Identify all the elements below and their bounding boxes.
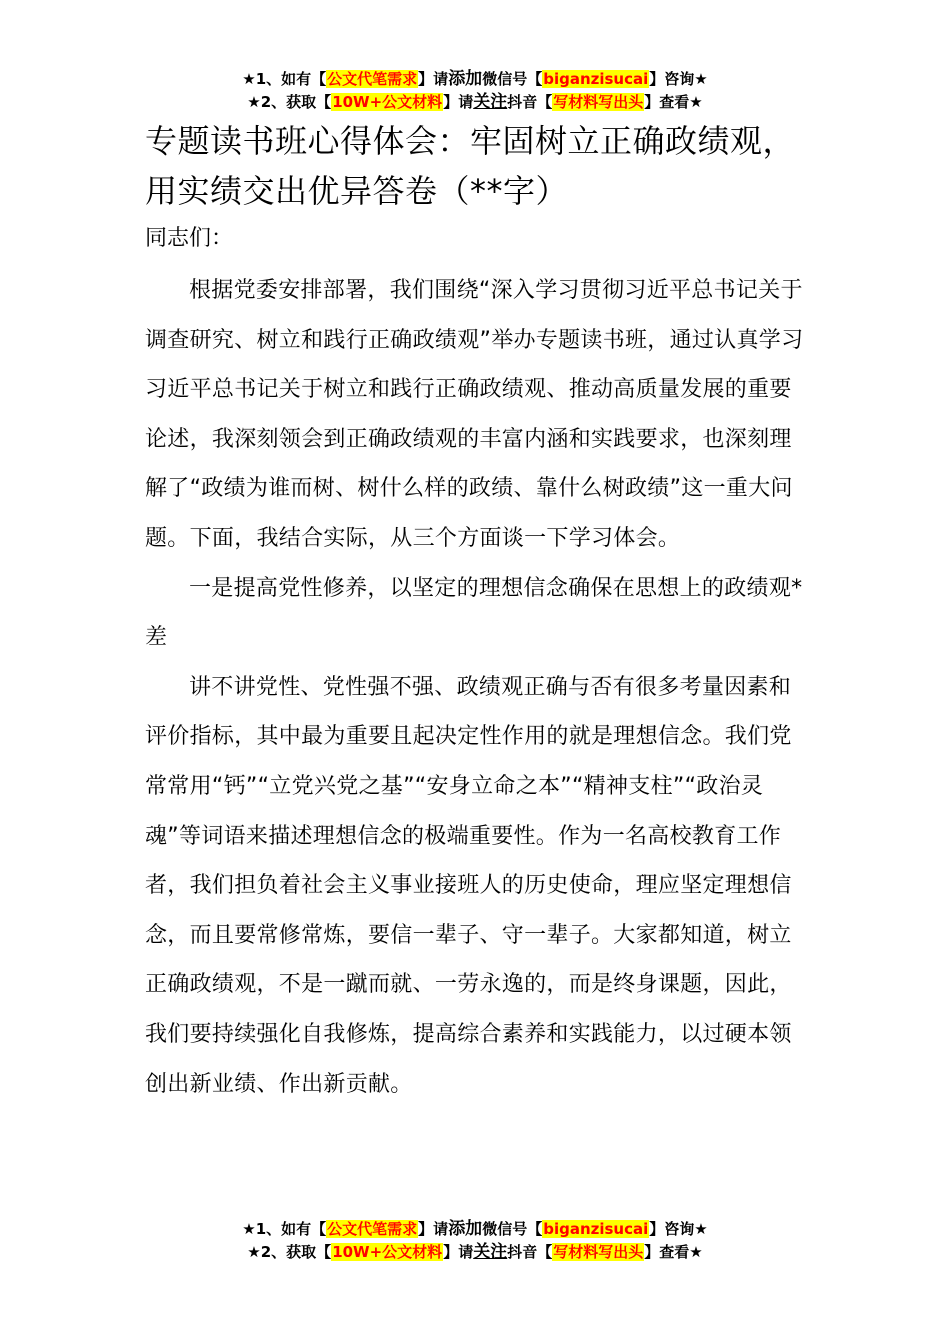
- document-title: 专题读书班心得体会：牢固树立正确政绩观，用实绩交出优异答卷（**字）: [145, 122, 796, 210]
- promo-text: 】查看★: [644, 93, 703, 111]
- salutation: 同志们：: [145, 226, 234, 251]
- promo-banner-top: [0, 68, 950, 114]
- promo-line-2: [0, 91, 950, 114]
- promo-douyin-id: 写材料写出头: [553, 93, 644, 111]
- paragraph-heading-1: 一是提高党性修养，以坚定的理想信念确保在思想上的政绩观*差: [145, 575, 803, 651]
- promo-text: ★1、如有【: [242, 1220, 327, 1238]
- promo-wechat-id: biganzisucai: [543, 70, 649, 88]
- promo-banner-bottom: [0, 1218, 950, 1264]
- promo-line-1: [0, 1218, 950, 1241]
- promo-emphasis: 添加: [448, 69, 483, 89]
- promo-highlight: 公文代笔需求: [327, 1220, 418, 1238]
- promo-text: 】请: [443, 93, 474, 111]
- promo-text: 】请: [418, 70, 449, 88]
- promo-text: 微信号【: [482, 1220, 543, 1238]
- paragraph-body-1: 讲不讲党性、党性强不强、政绩观正确与否有很多考量因素和评价指标，其中最为重要且起决定性作用的就是理想信念。我们党常常用“钙”“立党兴党之基”“安身立命之本”“精神支柱”“政治灵魂”等词语来描述理想信念的极端重要性。作为一名高校教育工作者，我们担负着社会主义事业接班人的历史使命，理应坚定理想信念，而且要常修常炼，要信一辈子、守一辈子。大家都知道，树立正确政绩观，不是一蹴而就、一劳永逸的，而是终身课题，因此，我们要持续强化自我修炼，提高综合素养和实践能力，以过硬本领创出新业绩、作出新贡献。: [145, 674, 792, 1097]
- document-body: [145, 116, 810, 1109]
- promo-wechat-id: biganzisucai: [543, 1220, 649, 1238]
- promo-highlight: 10W+公文材料: [332, 1243, 443, 1261]
- promo-text: ★1、如有【: [242, 70, 327, 88]
- promo-text: 抖音【: [507, 93, 553, 111]
- promo-text: 】咨询★: [649, 1220, 708, 1238]
- promo-text: 】请: [418, 1220, 449, 1238]
- promo-text: 】请: [443, 1243, 474, 1261]
- promo-highlight: 公文代笔需求: [327, 70, 418, 88]
- promo-douyin-id: 写材料写出头: [553, 1243, 644, 1261]
- promo-text: 微信号【: [482, 70, 543, 88]
- promo-text: ★2、获取【: [247, 93, 332, 111]
- paragraph-intro: 根据党委安排部署，我们围绕“深入学习贯彻习近平总书记关于调查研究、树立和践行正确政绩观”举办专题读书班，通过认真学习习近平总书记关于树立和践行正确政绩观、推动高质量发展的重要论述，我深刻领会到正确政绩观的丰富内涵和实践要求，也深刻理解了“政绩为谁而树、树什么样的政绩、靠什么树政绩”这一重大问题。下面，我结合实际，从三个方面谈一下学习体会。: [145, 278, 804, 551]
- promo-text: ★2、获取【: [247, 1243, 332, 1261]
- promo-emphasis: 添加: [448, 1219, 483, 1239]
- promo-line-1: [0, 68, 950, 91]
- promo-text: 】查看★: [644, 1243, 703, 1261]
- promo-emphasis: 关注: [473, 92, 508, 112]
- promo-text: 抖音【: [507, 1243, 553, 1261]
- promo-emphasis: 关注: [473, 1242, 508, 1262]
- promo-highlight: 10W+公文材料: [332, 93, 443, 111]
- promo-text: 】咨询★: [649, 70, 708, 88]
- promo-line-2: [0, 1241, 950, 1264]
